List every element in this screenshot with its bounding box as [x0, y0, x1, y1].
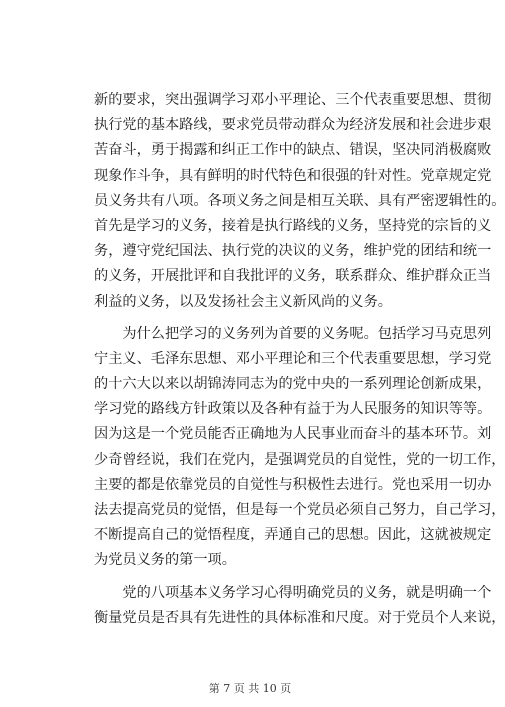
- text-line: 的十六大以来以胡锦涛同志为的党中央的一系列理论创新成果，: [94, 376, 492, 393]
- text-line: 主要的都是依靠党员的自觉性与积极性去进行。党也采用一切办: [94, 476, 492, 493]
- paragraph-1: [94, 88, 505, 315]
- text-line: 利益的义务，以及发扬社会主义新风尚的义务。: [94, 293, 392, 310]
- text-line: 党的八项基本义务学习心得明确党员的义务，就是明确一个: [94, 584, 492, 601]
- text-line: 员义务共有八项。各项义务之间是相互关联、具有严密逻辑性的。: [94, 192, 505, 209]
- text-line: 为什么把学习的义务列为首要的义务呢。包括学习马克思列: [94, 325, 492, 342]
- page-footer: [0, 680, 500, 696]
- text-line: 首先是学习的义务，接着是执行路线的义务，坚持党的宗旨的义: [94, 217, 492, 234]
- text-line: 不断提高自己的觉悟程度，弄通自己的思想。因此，这就被规定: [94, 527, 492, 544]
- text-line: 苦奋斗，勇于揭露和纠正工作中的缺点、错误，坚决同消极腐败: [94, 142, 492, 159]
- text-line: 执行党的基本路线，要求党员带动群众为经济发展和社会进步艰: [94, 117, 492, 134]
- text-line: 学习党的路线方针政策以及各种有益于为人民服务的知识等等。: [94, 401, 492, 418]
- text-line: 因为这是一个党员能否正确地为人民事业而奋斗的基本环节。刘: [94, 426, 492, 443]
- document-body: [94, 88, 505, 631]
- paragraph-2: [94, 322, 505, 574]
- paragraph-3: [94, 581, 505, 631]
- text-line: 少奇曾经说，我们在党内，是强调党员的自觉性，党的一切工作，: [94, 451, 505, 468]
- page-number: 第 7 页 共 10 页: [208, 682, 292, 695]
- text-line: 的义务，开展批评和自我批评的义务，联系群众、维护群众正当: [94, 268, 492, 285]
- text-line: 衡量党员是否具有先进性的具体标准和尺度。对于党员个人来说，: [94, 609, 505, 626]
- text-line: 为党员义务的第一项。: [94, 552, 236, 569]
- text-line: 新的要求，突出强调学习邓小平理论、三个代表重要思想、贯彻: [94, 92, 492, 108]
- text-line: 务，遵守党纪国法、执行党的决议的义务，维护党的团结和统一: [94, 243, 492, 260]
- text-line: 法去提高党员的觉悟，但是每一个党员必须自己努力，自己学习，: [94, 502, 505, 518]
- text-line: 现象作斗争，具有鲜明的时代特色和很强的针对性。党章规定党: [94, 167, 492, 184]
- text-line: 宁主义、毛泽东思想、邓小平理论和三个代表重要思想，学习党: [94, 350, 492, 367]
